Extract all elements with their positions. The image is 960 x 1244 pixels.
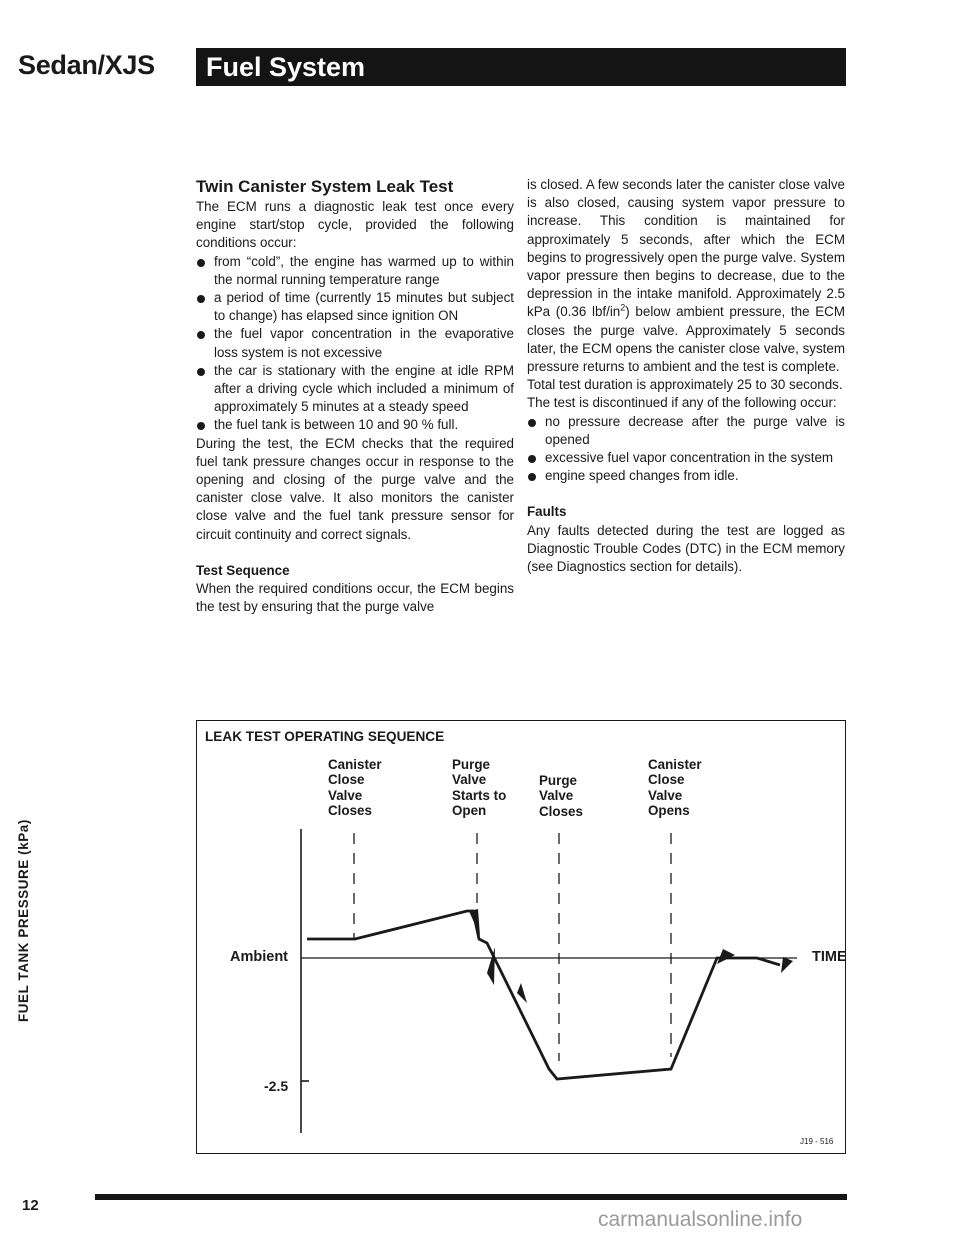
list-item: no pressure decrease after the purge valve is opened [527, 413, 845, 449]
list-item: the fuel vapor concentration in the evaporative loss system is not excessive [196, 325, 514, 361]
during-test-paragraph: During the test, the ECM checks that the required fuel tank pressure changes occur in response to the opening and closing of the purge valve and the canister close valve. It also monitors the canister close valve and the fuel tank pressure sensor for circuit continuity and correct signals. [196, 435, 514, 542]
list-item: the fuel tank is between 10 and 90 % full. [196, 416, 514, 434]
conditions-list [196, 253, 514, 435]
event-label-purge-open: Purge Valve Starts to Open [452, 757, 507, 819]
discontinued-paragraph: The test is discontinued if any of the following occur: [527, 395, 837, 411]
list-item: engine speed changes from idle. [527, 467, 845, 485]
discontinue-list [527, 413, 845, 486]
y-axis-label: FUEL TANK PRESSURE (kPa) [16, 819, 31, 1022]
duration-paragraph: Total test duration is approximately 25 to 30 seconds. [527, 377, 843, 393]
pressure-diagram [197, 721, 845, 1153]
footer-rule [95, 1194, 847, 1200]
faults-paragraph: Any faults detected during the test are logged as Diagnostic Trouble Codes (DTC) in the ECM memory (see Diagnostics section for details). [527, 522, 845, 575]
arrowhead-down [517, 983, 527, 1003]
ambient-label: Ambient [230, 949, 288, 965]
list-item: the car is stationary with the engine at idle RPM after a driving cycle which included a minimum of approximately 5 minutes at a steady speed [196, 362, 514, 417]
right-column [527, 176, 845, 576]
event-label-purge-close: Purge Valve Closes [539, 773, 583, 819]
leak-test-figure [196, 720, 846, 1154]
arrowhead-down [469, 909, 480, 936]
watermark: carmanualsonline.info [598, 1208, 803, 1231]
time-arrowhead [781, 957, 793, 973]
list-item: excessive fuel vapor concentration in the system [527, 449, 845, 467]
left-column [196, 176, 514, 616]
test-sequence-heading: Test Sequence [196, 562, 290, 578]
arrowhead-up [717, 949, 735, 964]
event-label-canister-open: Canister Close Valve Opens [648, 757, 702, 819]
negative-tick-label: -2.5 [264, 1078, 289, 1094]
faults-heading: Faults [527, 504, 567, 520]
sequence-continued-paragraph: is closed. A few seconds later the canister close valve is also closed, causing system vapor pressure to increase. This condition is maintained for approximately 5 seconds, after which the ECM begins to progressively open the purge valve. System vapor pressure then begins to decrease, due to the depression in the intake manifold. Approximately 2.5 kPa (0.36 lbf/$in^2$) below ambient pressure, the ECM closes the purge valve. Approximately 5 seconds later, the ECM opens the canister close valve, system pressure returns to ambient and the test is complete. [527, 177, 845, 375]
pressure-trace [307, 911, 780, 1079]
brand-title: Sedan/XJS [18, 50, 155, 80]
leak-test-heading: Twin Canister System Leak Test [196, 177, 454, 196]
section-title-bar [196, 48, 846, 86]
test-sequence-paragraph: When the required conditions occur, the ECM begins the test by ensuring that the purge valve [196, 581, 514, 615]
time-label: TIME [812, 949, 847, 965]
intro-paragraph: The ECM runs a diagnostic leak test once every engine start/stop cycle, provided the following conditions occur: [196, 199, 514, 251]
event-markers [354, 833, 671, 1061]
section-title: Fuel System [206, 52, 366, 82]
list-item: from “cold”, the engine has warmed up to within the normal running temperature range [196, 253, 514, 289]
list-item: a period of time (currently 15 minutes but subject to change) has elapsed since ignition ON [196, 289, 514, 325]
event-label-canister-close: Canister Close Valve Closes [328, 757, 382, 819]
figure-title: LEAK TEST OPERATING SEQUENCE [205, 729, 445, 744]
figure-reference: J19 - 516 [800, 1137, 834, 1146]
page-number: 12 [22, 1197, 39, 1214]
